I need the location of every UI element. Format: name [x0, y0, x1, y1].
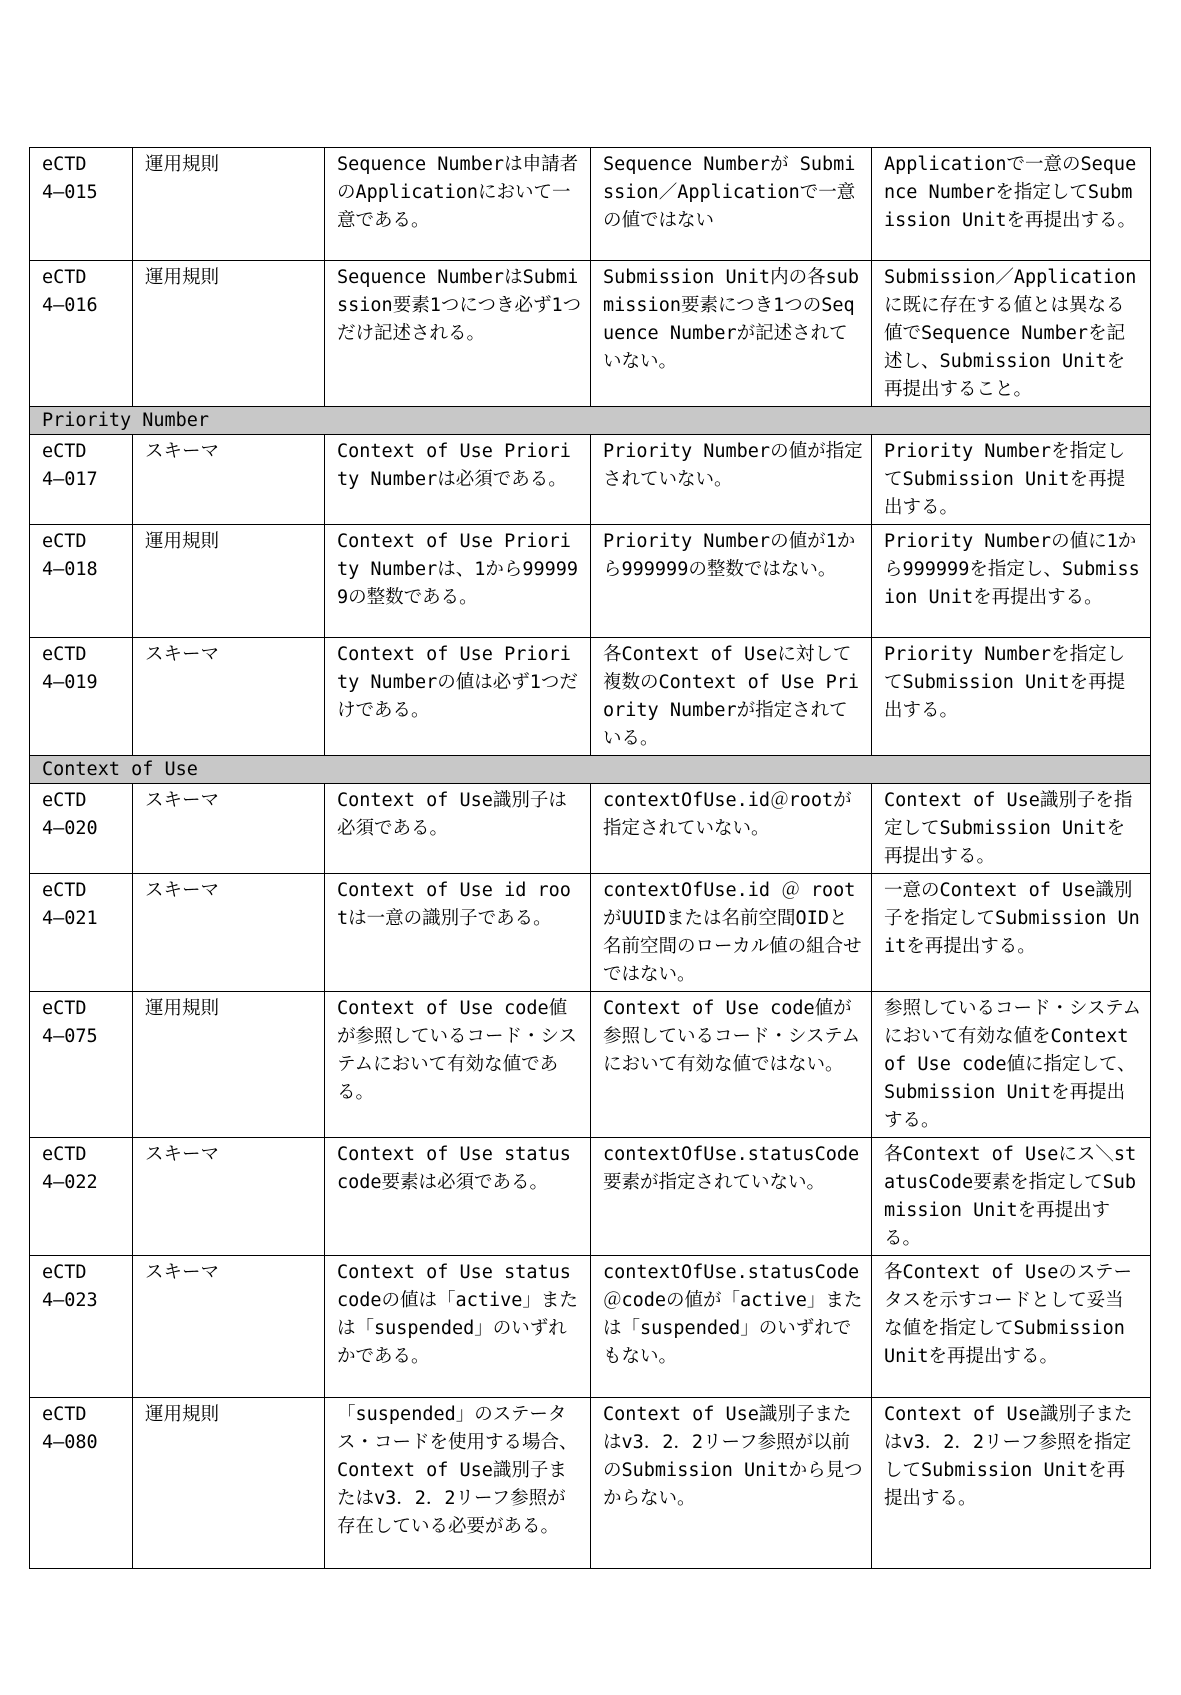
rule-id-cell	[30, 992, 133, 1138]
rule-id-prefix: eCTD	[42, 790, 87, 811]
rule-row	[30, 1398, 1151, 1569]
section-header-row	[30, 407, 1151, 435]
rule-text-cell: Context of Use識別子は必須である。	[325, 784, 591, 874]
rule-id-number: 4―020	[42, 818, 98, 839]
rule-type-cell: スキーマ	[133, 874, 325, 992]
rule-text-cell: Context of Use id rootは一意の識別子である。	[325, 874, 591, 992]
rule-id-number: 4―015	[42, 182, 98, 203]
rule-id-prefix: eCTD	[42, 998, 87, 1019]
validation-rules-table	[29, 147, 1151, 1569]
rule-row	[30, 784, 1151, 874]
rule-text-cell: Context of Use code値が参照しているコード・システムにおいて有効な値である。	[325, 992, 591, 1138]
corrective-action-cell: Context of Use識別子を指定してSubmission Unitを再提出する。	[872, 784, 1151, 874]
rule-id-number: 4―023	[42, 1290, 98, 1311]
rule-text-cell: Context of Use status codeの値は「active」または「suspended」のいずれかである。	[325, 1256, 591, 1398]
section-header-row	[30, 756, 1151, 784]
rule-text-cell: Context of Use Priority Numberの値は必ず1つだけである。	[325, 638, 591, 756]
rule-id-cell	[30, 874, 133, 992]
error-condition-cell: Submission Unit内の各submission要素につき1つのSequence Numberが記述されていない。	[591, 261, 872, 407]
rule-id-number: 4―075	[42, 1026, 98, 1047]
rule-id-cell	[30, 525, 133, 638]
rule-id-number: 4―080	[42, 1432, 98, 1453]
section-title: Context of Use	[30, 756, 1151, 784]
rule-type-cell: 運用規則	[133, 1398, 325, 1569]
rule-type-cell: スキーマ	[133, 1256, 325, 1398]
rule-id-cell	[30, 261, 133, 407]
section-title: Priority Number	[30, 407, 1151, 435]
rule-id-cell	[30, 1256, 133, 1398]
error-condition-cell: contextOfUse.id＠rootが指定されていない。	[591, 784, 872, 874]
corrective-action-cell: Context of Use識別子またはv3．2．2リーフ参照を指定してSubmission Unitを再提出する。	[872, 1398, 1151, 1569]
rule-row	[30, 874, 1151, 992]
rule-id-prefix: eCTD	[42, 531, 87, 552]
rule-type-cell: 運用規則	[133, 525, 325, 638]
error-condition-cell: contextOfUse.statusCode＠codeの値が「active」または「suspended」のいずれでもない。	[591, 1256, 872, 1398]
error-condition-cell: Sequence Numberが Submission／Applicationで一意の値ではない	[591, 148, 872, 261]
rule-row	[30, 261, 1151, 407]
corrective-action-cell: Priority Numberを指定してSubmission Unitを再提出する。	[872, 435, 1151, 525]
rule-row	[30, 435, 1151, 525]
rule-id-prefix: eCTD	[42, 154, 87, 175]
rule-row	[30, 148, 1151, 261]
rule-type-cell: スキーマ	[133, 638, 325, 756]
rule-id-cell	[30, 435, 133, 525]
corrective-action-cell: 一意のContext of Use識別子を指定してSubmission Unitを再提出する。	[872, 874, 1151, 992]
rule-text-cell: Context of Use Priority Numberは必須である。	[325, 435, 591, 525]
corrective-action-cell: Submission／Applicationに既に存在する値とは異なる値でSequence Numberを記述し、Submission Unitを再提出すること。	[872, 261, 1151, 407]
rule-id-cell	[30, 784, 133, 874]
corrective-action-cell: 各Context of Useにス＼statusCode要素を指定してSubmission Unitを再提出する。	[872, 1138, 1151, 1256]
corrective-action-cell: 参照しているコード・システムにおいて有効な値をContext of Use code値に指定して、Submission Unitを再提出する。	[872, 992, 1151, 1138]
rule-id-number: 4―022	[42, 1172, 98, 1193]
rule-id-prefix: eCTD	[42, 441, 87, 462]
rule-id-prefix: eCTD	[42, 267, 87, 288]
table-body	[30, 148, 1151, 1569]
rule-id-number: 4―019	[42, 672, 98, 693]
error-condition-cell: Priority Numberの値が指定されていない。	[591, 435, 872, 525]
rule-id-prefix: eCTD	[42, 1404, 87, 1425]
rule-id-prefix: eCTD	[42, 880, 87, 901]
rule-id-number: 4―016	[42, 295, 98, 316]
corrective-action-cell: Priority Numberの値に1から999999を指定し、Submission Unitを再提出する。	[872, 525, 1151, 638]
rule-id-prefix: eCTD	[42, 1144, 87, 1165]
rule-text-cell: Context of Use status code要素は必須である。	[325, 1138, 591, 1256]
rule-id-number: 4―017	[42, 469, 98, 490]
rule-type-cell: 運用規則	[133, 992, 325, 1138]
rule-id-prefix: eCTD	[42, 644, 87, 665]
error-condition-cell: Context of Use識別子またはv3．2．2リーフ参照が以前のSubmission Unitから見つからない。	[591, 1398, 872, 1569]
rule-id-prefix: eCTD	[42, 1262, 87, 1283]
rule-type-cell: スキーマ	[133, 1138, 325, 1256]
rule-row	[30, 525, 1151, 638]
rule-row	[30, 1256, 1151, 1398]
error-condition-cell: contextOfUse.statusCode要素が指定されていない。	[591, 1138, 872, 1256]
rule-type-cell: 運用規則	[133, 261, 325, 407]
error-condition-cell: contextOfUse.id ＠ rootがUUIDまたは名前空間OIDと名前空間のローカル値の組合せではない。	[591, 874, 872, 992]
rule-type-cell: スキーマ	[133, 784, 325, 874]
error-condition-cell: Context of Use code値が参照しているコード・システムにおいて有効な値ではない。	[591, 992, 872, 1138]
rule-id-cell	[30, 638, 133, 756]
rule-id-cell	[30, 148, 133, 261]
rule-id-cell	[30, 1398, 133, 1569]
error-condition-cell: 各Context of Useに対して複数のContext of Use Priority Numberが指定されている。	[591, 638, 872, 756]
rule-id-number: 4―018	[42, 559, 98, 580]
corrective-action-cell: 各Context of Useのステータスを示すコードとして妥当な値を指定してSubmission Unitを再提出する。	[872, 1256, 1151, 1398]
rule-text-cell: Sequence NumberはSubmission要素1つにつき必ず1つだけ記述される。	[325, 261, 591, 407]
rule-type-cell: スキーマ	[133, 435, 325, 525]
rule-row	[30, 638, 1151, 756]
rule-id-number: 4―021	[42, 908, 98, 929]
rule-row	[30, 992, 1151, 1138]
rule-text-cell: Context of Use Priority Numberは、1から999999の整数である。	[325, 525, 591, 638]
rule-id-cell	[30, 1138, 133, 1256]
rule-text-cell: 「suspended」のステータス・コードを使用する場合、Context of Use識別子またはv3．2．2リーフ参照が存在している必要がある。	[325, 1398, 591, 1569]
rule-type-cell: 運用規則	[133, 148, 325, 261]
corrective-action-cell: Priority Numberを指定してSubmission Unitを再提出する。	[872, 638, 1151, 756]
rule-text-cell: Sequence Numberは申請者のApplicationにおいて一意である。	[325, 148, 591, 261]
corrective-action-cell: Applicationで一意のSequence Numberを指定してSubmission Unitを再提出する。	[872, 148, 1151, 261]
rule-row	[30, 1138, 1151, 1256]
error-condition-cell: Priority Numberの値が1から999999の整数ではない。	[591, 525, 872, 638]
